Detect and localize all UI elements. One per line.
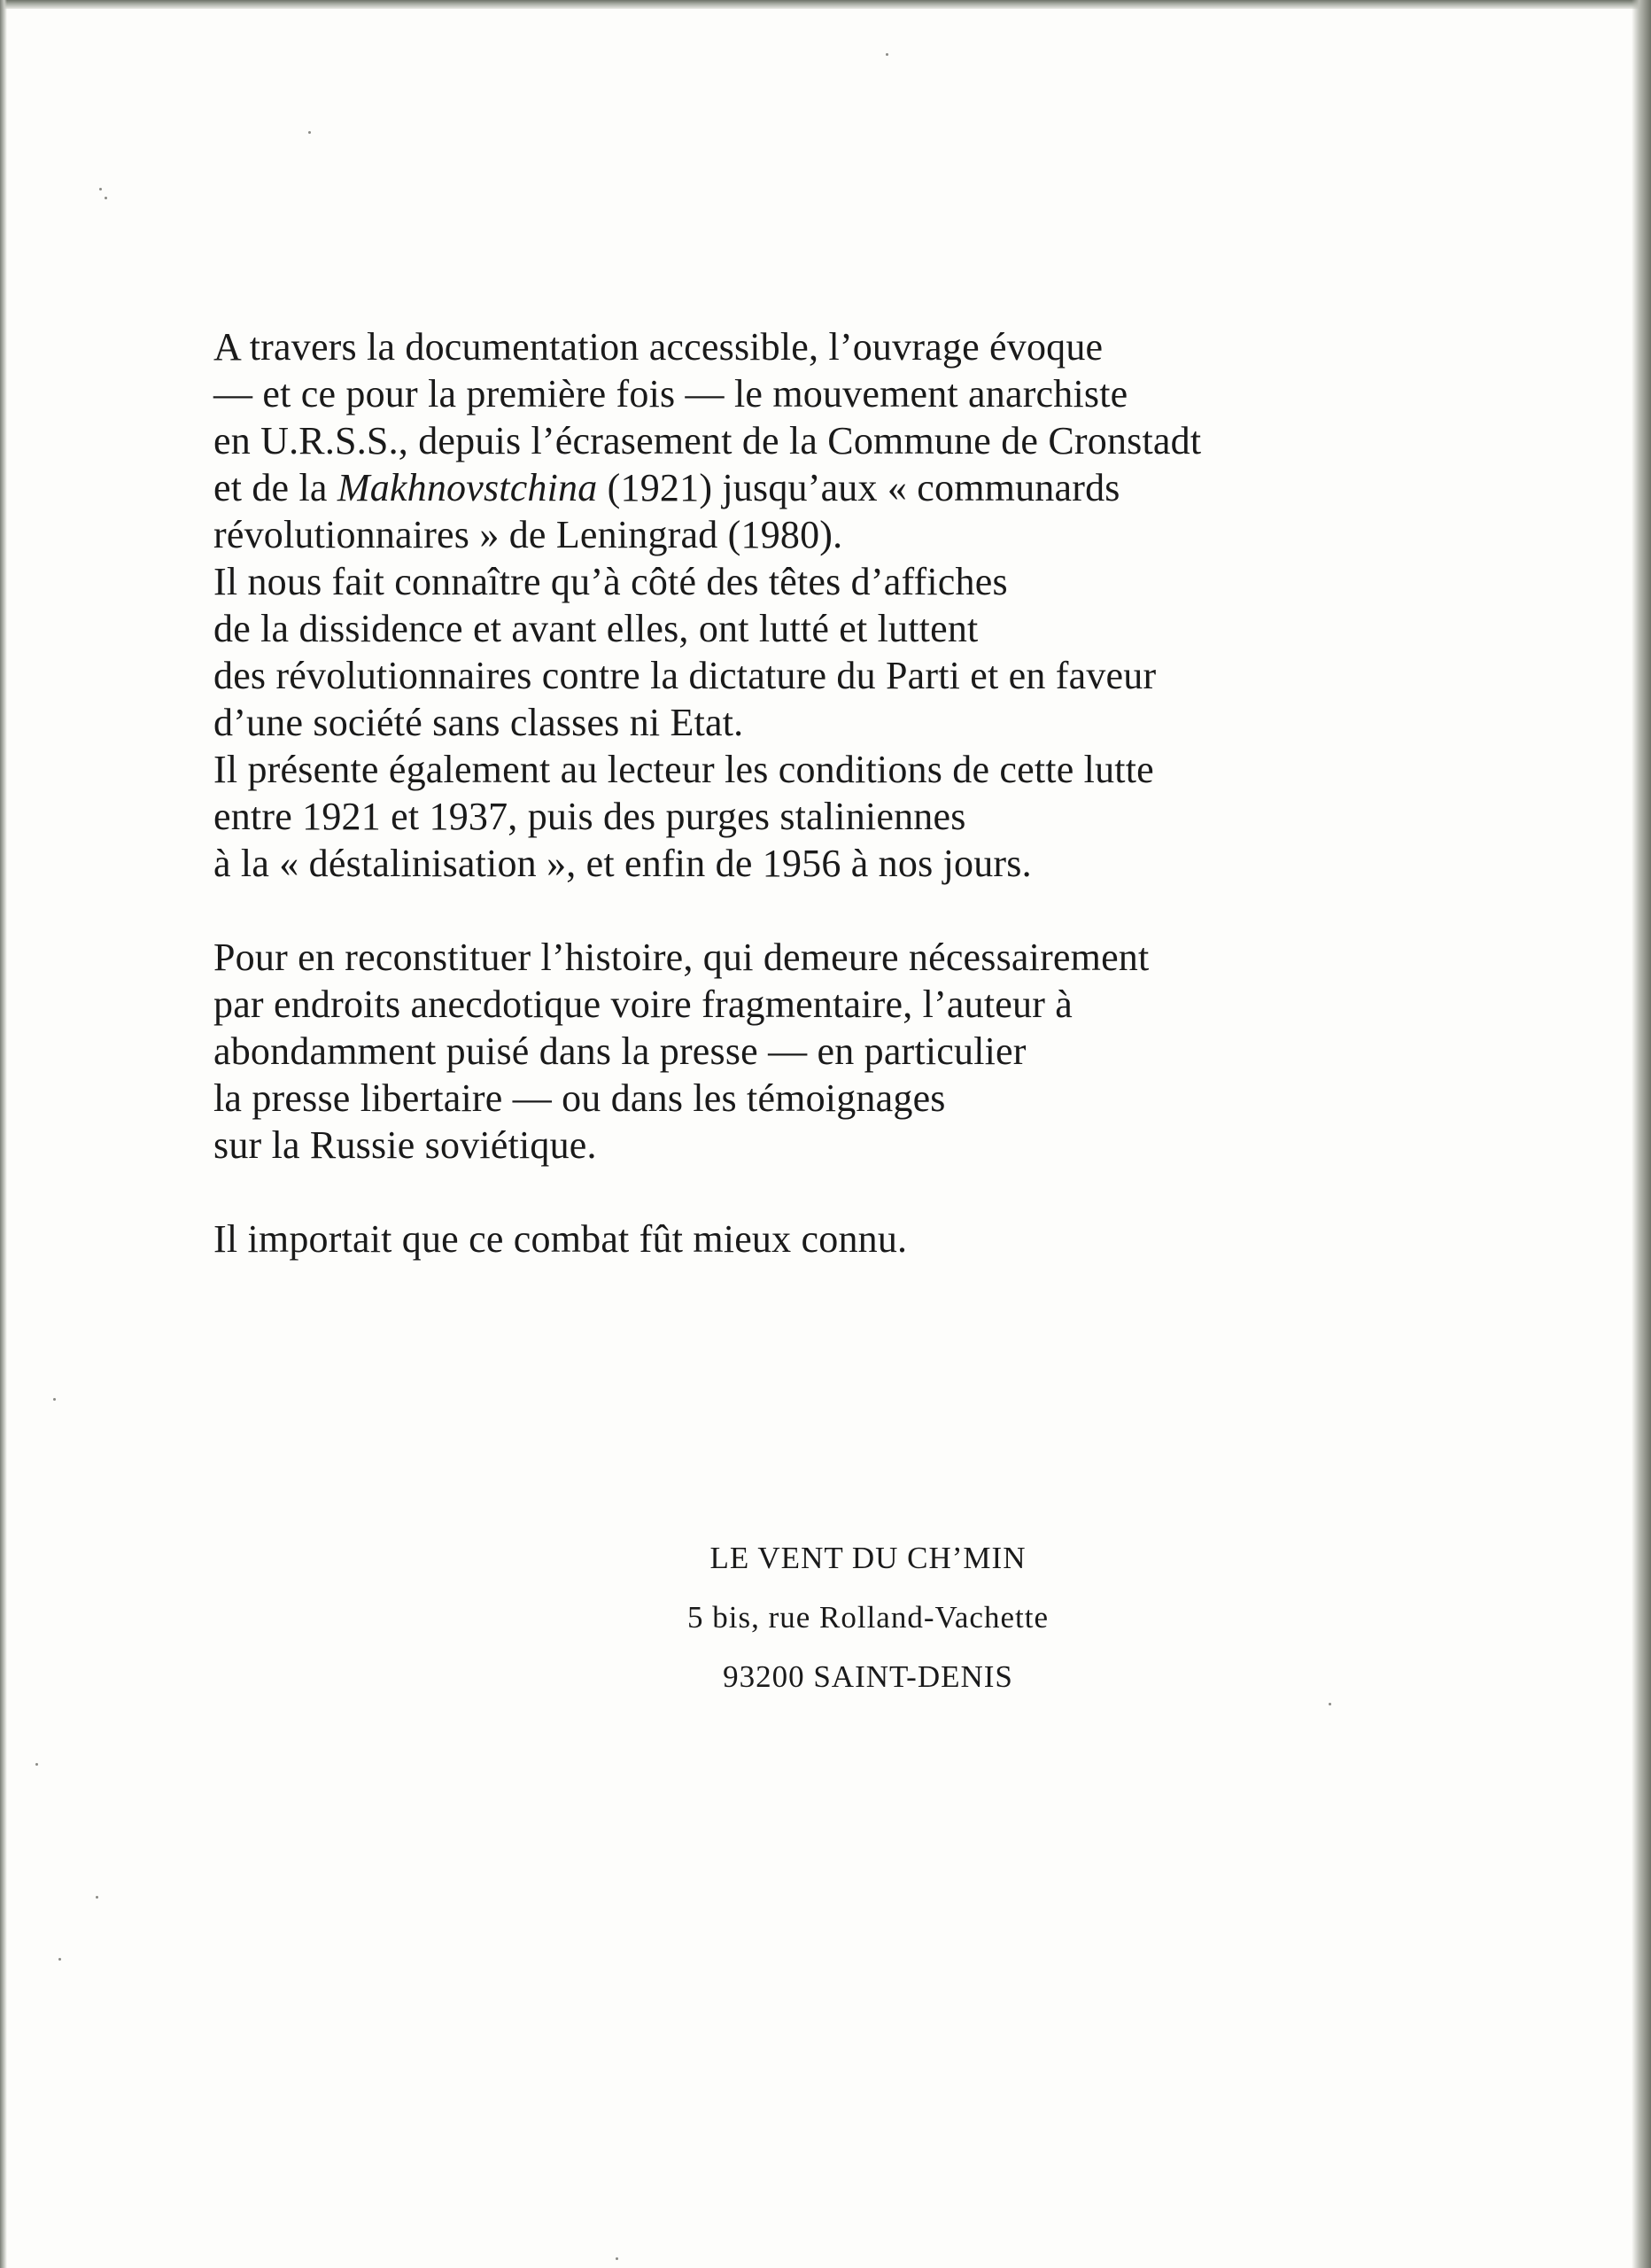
page-left-edge [0,0,7,2268]
text-line: la presse libertaire — ou dans les témoignages [213,1076,946,1120]
paper-speck [616,2257,618,2260]
page-right-edge [1632,0,1651,2268]
text-line: entre 1921 et 1937, puis des purges staliniennes [213,795,966,838]
back-cover-description [213,323,1471,1262]
paper-speck [96,1896,98,1899]
publisher-street: 5 bis, rue Rolland-Vachette [686,1600,1049,1635]
text-line: sur la Russie soviétique. [213,1123,597,1167]
text-line: à la « déstalinisation », et enfin de 1956 à nos jours. [213,842,1032,885]
paper-speck [35,1763,38,1766]
text-fragment: et de la [213,466,337,509]
page-top-edge [0,0,1651,9]
paper-speck [53,1398,56,1401]
text-line: Il présente également au lecteur les conditions de cette lutte [213,748,1154,791]
paper-speck [308,131,311,134]
closing-line: Il importait que ce combat fût mieux connu. [213,1217,908,1261]
paragraph-gap [213,1169,1471,1216]
text-line: en U.R.S.S., depuis l’écrasement de la Commune de Cronstadt [213,419,1202,462]
text-line [213,464,1471,511]
paper-speck [105,197,107,199]
text-line: Il nous fait connaître qu’à côté des têtes d’affiches [213,560,1008,603]
text-line: A travers la documentation accessible, l’ouvrage évoque [213,325,1104,369]
text-line: — et ce pour la première fois — le mouvement anarchiste [213,372,1128,416]
publisher-name: LE VENT DU CH’MIN [709,1541,1027,1575]
publisher-city: 93200 SAINT-DENIS [723,1659,1013,1694]
text-fragment: (1921) jusqu’aux « communards [597,466,1120,509]
paper-speck [886,53,888,56]
paper-speck [58,1958,61,1961]
paragraph-gap [213,887,1471,934]
text-line: de la dissidence et avant elles, ont lutté et luttent [213,607,979,650]
text-line: d’une société sans classes ni Etat. [213,701,744,744]
italic-title: Makhnovstchina [337,466,598,509]
text-line: abondamment puisé dans la presse — en particulier [213,1029,1027,1073]
text-line: révolutionnaires » de Leningrad (1980). [213,513,843,556]
text-line: Pour en reconstituer l’histoire, qui demeure nécessairement [213,936,1150,979]
text-line: par endroits anecdotique voire fragmentaire, l’auteur à [213,983,1073,1026]
paper-speck [1329,1703,1331,1705]
text-line: des révolutionnaires contre la dictature du Parti et en faveur [213,654,1157,697]
paper-speck [99,188,102,190]
